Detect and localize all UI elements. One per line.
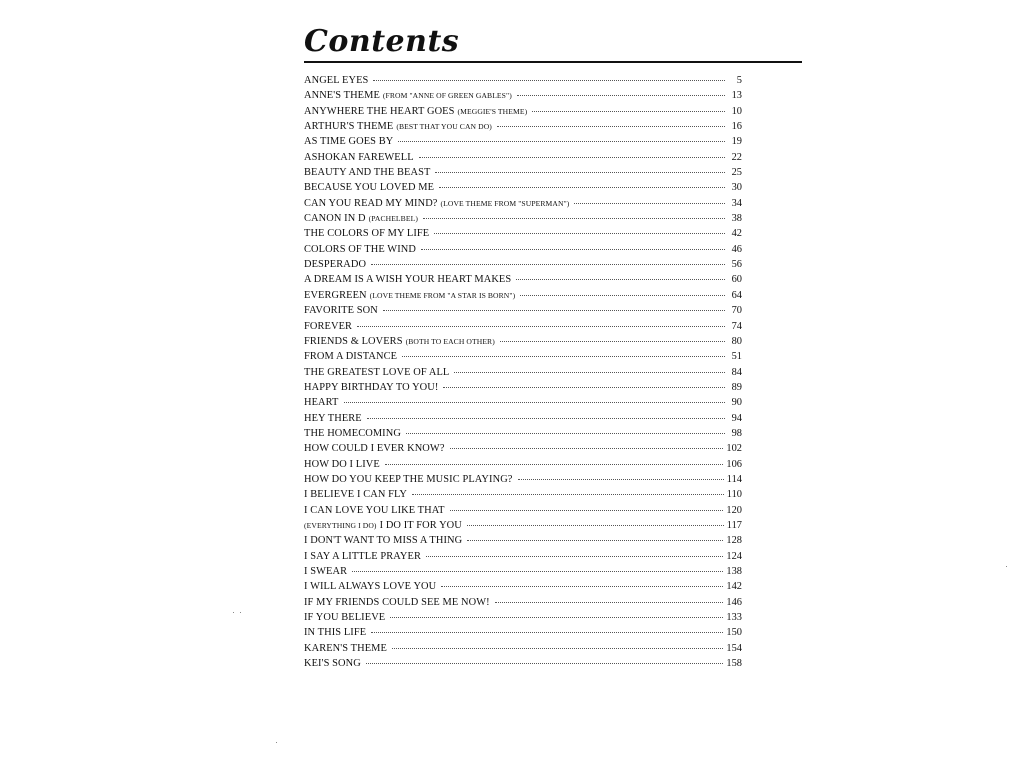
toc-entry-page-number: 128 — [726, 535, 742, 547]
toc-entry-page-number: 64 — [731, 289, 742, 301]
toc-entry-title — [304, 180, 434, 195]
dot-leader — [398, 132, 725, 142]
toc-entry-page-number: 10 — [731, 105, 742, 117]
toc-entry-page-number: 120 — [726, 504, 742, 516]
toc-entry-title — [304, 487, 407, 502]
toc-entry — [304, 656, 742, 671]
dot-leader — [517, 86, 725, 96]
dot-leader — [518, 470, 724, 480]
toc-entry-subtitle: (LOVE THEME FROM "SUPERMAN") — [440, 198, 570, 208]
toc-entry-page-number: 98 — [731, 427, 742, 439]
toc-entry-main-title: I DO IT FOR YOU — [379, 519, 462, 531]
toc-entry-title — [304, 226, 429, 241]
toc-entry-page-number: 74 — [731, 320, 742, 332]
toc-entry-main-title: I SAY A LITTLE PRAYER — [304, 550, 421, 562]
toc-entry-main-title: BEAUTY AND THE BEAST — [304, 167, 431, 179]
toc-entry-page-number: 138 — [726, 566, 742, 577]
dot-leader — [467, 531, 723, 541]
toc-entry-main-title: I WILL ALWAYS LOVE YOU — [304, 581, 437, 593]
dot-leader — [434, 224, 725, 234]
dot-leader — [450, 501, 724, 511]
toc-entry-main-title: I SWEAR — [304, 566, 348, 577]
toc-entry-title — [304, 365, 449, 380]
toc-entry-title — [304, 73, 368, 88]
dot-leader — [435, 163, 725, 173]
dot-leader — [500, 332, 725, 342]
toc-entry-page-number: 60 — [731, 274, 742, 286]
dot-leader — [520, 286, 725, 296]
toc-entry-page-number: 80 — [731, 335, 742, 347]
toc-entry-main-title: CAN YOU READ MY MIND? — [304, 197, 438, 209]
dot-leader — [385, 455, 724, 465]
toc-entry-title — [304, 211, 418, 226]
toc-entry-main-title: AS TIME GOES BY — [304, 136, 394, 148]
toc-entry-page-number: 46 — [731, 243, 742, 255]
dot-leader — [390, 608, 723, 618]
toc-entry-page-number: 56 — [731, 259, 742, 271]
toc-entry-page-number: 94 — [731, 412, 742, 424]
dot-leader — [352, 562, 723, 572]
dot-leader — [497, 117, 725, 127]
toc-entry-page-number: 90 — [731, 397, 742, 409]
toc-entry-main-title: ANYWHERE THE HEART GOES — [304, 105, 455, 117]
toc-entry-page-number: 30 — [731, 182, 742, 194]
page-title: Contents — [304, 24, 460, 59]
toc-entry-main-title: KAREN'S THEME — [304, 642, 387, 654]
toc-entry-page-number: 102 — [726, 443, 742, 455]
toc-entry-page-number: 158 — [726, 658, 742, 670]
dot-leader — [419, 148, 725, 158]
dot-leader — [406, 424, 725, 434]
toc-entry-main-title: EVERGREEN — [304, 289, 367, 301]
dot-leader — [443, 378, 725, 388]
dot-leader — [371, 623, 723, 633]
dot-leader — [383, 301, 725, 311]
toc-entry-main-title: COLORS OF THE WIND — [304, 243, 416, 255]
toc-entry-main-title: ASHOKAN FAREWELL — [304, 151, 414, 163]
toc-entry-title — [304, 564, 347, 579]
toc-entry-page-number: 146 — [726, 596, 742, 608]
dot-leader — [402, 347, 725, 357]
toc-entry-subtitle: (MEGGIE'S THEME) — [457, 106, 528, 116]
contents-list — [304, 73, 742, 671]
dot-leader — [532, 102, 725, 112]
toc-entry-main-title: HOW COULD I EVER KNOW? — [304, 443, 445, 455]
toc-entry-page-number: 110 — [726, 489, 742, 501]
toc-entry-title — [304, 503, 445, 518]
toc-entry-page-number: 42 — [731, 228, 742, 240]
dot-leader — [423, 209, 725, 219]
dot-leader — [392, 639, 723, 649]
toc-entry-main-title: HOW DO I LIVE — [304, 458, 380, 470]
toc-entry-subtitle: (LOVE THEME FROM "A STAR IS BORN") — [369, 290, 516, 300]
toc-entry-title — [304, 272, 511, 287]
dot-leader — [574, 194, 725, 204]
toc-entry-title — [304, 349, 397, 364]
toc-entry-title — [304, 150, 414, 165]
toc-entry-page-number: 106 — [726, 458, 742, 470]
toc-entry-title — [304, 625, 366, 640]
toc-entry-main-title: FAVORITE SON — [304, 305, 378, 317]
toc-entry-page-number: 34 — [731, 197, 742, 209]
toc-entry-main-title: FRIENDS & LOVERS — [304, 335, 403, 347]
toc-entry-page-number: 16 — [731, 121, 742, 133]
dot-leader — [357, 317, 725, 327]
dot-leader — [439, 178, 725, 188]
toc-entry-page-number: 22 — [731, 151, 742, 163]
toc-entry-main-title: HEY THERE — [304, 412, 362, 424]
toc-entry-main-title: I CAN LOVE YOU LIKE THAT — [304, 504, 445, 516]
toc-entry-main-title: HAPPY BIRTHDAY TO YOU! — [304, 381, 439, 393]
toc-entry-page-number: 51 — [731, 351, 742, 363]
toc-entry-page-number: 13 — [731, 90, 742, 102]
toc-entry-page-number: 133 — [726, 612, 742, 624]
toc-entry-title — [304, 319, 352, 334]
toc-entry-main-title: I BELIEVE I CAN FLY — [304, 489, 408, 501]
toc-entry-title — [304, 395, 339, 410]
dot-leader — [450, 439, 724, 449]
toc-entry-title — [304, 579, 436, 594]
toc-entry-main-title: ANGEL EYES — [304, 75, 369, 86]
toc-entry-page-number: 114 — [726, 473, 742, 485]
scan-speck — [240, 612, 241, 613]
toc-entry-page-number: 150 — [726, 627, 742, 639]
toc-entry-page-number: 70 — [731, 305, 742, 317]
scan-speck — [233, 612, 234, 613]
toc-entry-main-title: THE COLORS OF MY LIFE — [304, 228, 430, 240]
toc-entry-main-title: IN THIS LIFE — [304, 627, 367, 639]
title-rule — [304, 61, 802, 63]
toc-entry-page-number: 124 — [726, 550, 742, 562]
toc-entry-main-title: THE HOMECOMING — [304, 427, 401, 439]
dot-leader — [516, 270, 725, 280]
toc-entry-title — [304, 656, 361, 671]
dot-leader — [367, 409, 725, 419]
dot-leader — [373, 71, 725, 81]
toc-entry-main-title: IF YOU BELIEVE — [304, 612, 386, 624]
dot-leader — [495, 593, 724, 603]
toc-entry-subtitle: (FROM "ANNE OF GREEN GABLES") — [382, 91, 512, 101]
toc-entry-page-number: 5 — [736, 75, 742, 86]
toc-entry-main-title: KEI'S SONG — [304, 658, 361, 670]
toc-entry-title — [304, 257, 366, 272]
toc-entry-subtitle: (BOTH TO EACH OTHER) — [405, 336, 495, 346]
toc-entry-page-number: 89 — [731, 381, 742, 393]
toc-entry-page-number: 142 — [726, 581, 742, 593]
dot-leader — [467, 516, 724, 526]
toc-entry-title — [304, 88, 512, 103]
toc-entry-main-title: THE GREATEST LOVE OF ALL — [304, 366, 450, 378]
toc-entry-main-title: FROM A DISTANCE — [304, 351, 398, 363]
toc-entry-title — [304, 518, 462, 533]
toc-entry-main-title: ARTHUR'S THEME — [304, 121, 394, 133]
toc-entry-title — [304, 411, 362, 426]
scan-speck — [276, 742, 277, 743]
toc-entry-subtitle: (BEST THAT YOU CAN DO) — [396, 122, 492, 132]
toc-entry-page-number: 25 — [731, 167, 742, 179]
toc-entry-main-title: HOW DO YOU KEEP THE MUSIC PLAYING? — [304, 473, 513, 485]
toc-entry-main-title: A DREAM IS A WISH YOUR HEART MAKES — [304, 274, 512, 286]
toc-entry-page-number: 117 — [726, 519, 742, 531]
toc-entry-main-title: FOREVER — [304, 320, 353, 332]
dot-leader — [344, 393, 725, 403]
toc-entry-main-title: DESPERADO — [304, 259, 367, 271]
toc-entry-page-number: 38 — [731, 213, 742, 225]
dot-leader — [454, 363, 725, 373]
scan-speck — [1006, 566, 1007, 567]
dot-leader — [441, 577, 723, 587]
toc-entry-main-title: ANNE'S THEME — [304, 90, 380, 102]
toc-entry-subtitle: (PACHELBEL) — [368, 214, 418, 224]
toc-entry-main-title: HEART — [304, 397, 339, 409]
dot-leader — [371, 255, 725, 265]
dot-leader — [366, 654, 724, 664]
toc-entry-title — [304, 104, 527, 119]
toc-entry-main-title: BECAUSE YOU LOVED ME — [304, 182, 435, 194]
toc-entry-page-number: 19 — [731, 136, 742, 148]
dot-leader — [421, 240, 725, 250]
toc-entry-page-number: 84 — [731, 366, 742, 378]
toc-entry-page-number: 154 — [726, 642, 742, 654]
toc-entry-title — [304, 457, 380, 472]
dot-leader — [412, 485, 724, 495]
toc-entry-main-title: IF MY FRIENDS COULD SEE ME NOW! — [304, 596, 490, 608]
toc-entry-prefix: (EVERYTHING I DO) — [304, 520, 377, 530]
dot-leader — [426, 547, 723, 557]
toc-entry-main-title: CANON IN D — [304, 213, 366, 225]
toc-entry-title — [304, 165, 430, 180]
toc-entry-title — [304, 426, 401, 441]
toc-entry-main-title: I DON'T WANT TO MISS A THING — [304, 535, 463, 547]
toc-entry-title — [304, 134, 393, 149]
